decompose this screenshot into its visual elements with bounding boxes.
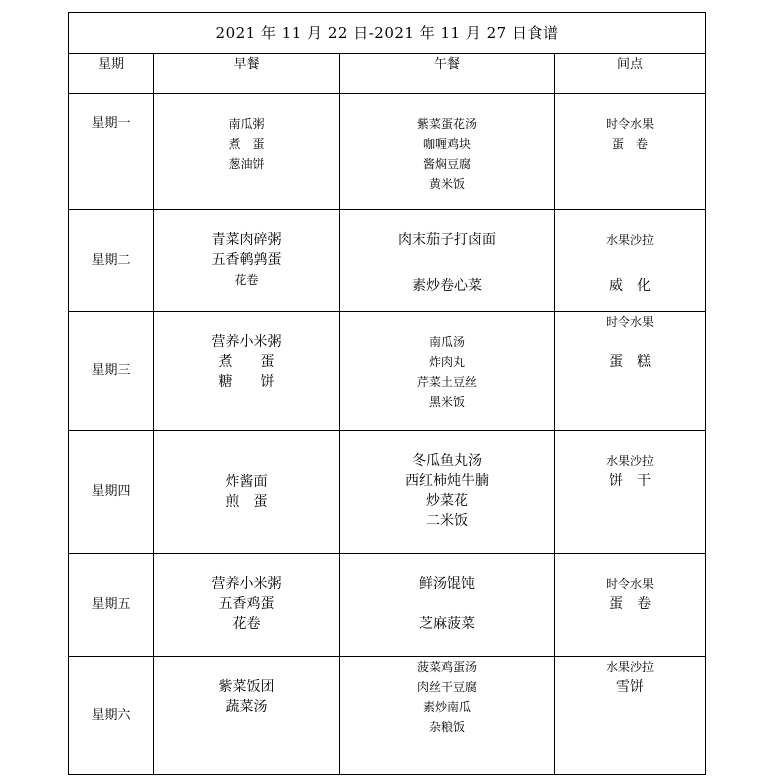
menu-item: 青菜肉碎粥 [211, 232, 282, 248]
menu-item: 花卷 [232, 616, 261, 632]
menu-item: 水果沙拉 [606, 233, 655, 247]
snack-cell [555, 657, 706, 775]
menu-item: 素炒南瓜 [422, 700, 471, 714]
table-row [69, 657, 706, 775]
menu-item: 菠菜鸡蛋汤 [416, 660, 477, 674]
menu-item: 时令水果 [606, 315, 655, 329]
breakfast-cell [154, 431, 340, 554]
menu-item: 蛋 糕 [609, 354, 651, 370]
lunch-cell [340, 94, 555, 210]
breakfast-cell [154, 554, 340, 657]
menu-item: 芹菜土豆丝 [416, 375, 477, 389]
table-row [69, 554, 706, 657]
menu-item: 五香鹌鹑蛋 [211, 252, 282, 268]
header-row [69, 54, 706, 94]
title-row [69, 13, 706, 54]
header-breakfast: 早餐 [154, 54, 340, 94]
breakfast-cell [154, 210, 340, 312]
header-snack: 间点 [555, 54, 706, 94]
day-cell: 星期二 [69, 210, 154, 312]
menu-item: 蛋 卷 [612, 137, 649, 151]
menu-item: 时令水果 [606, 117, 655, 131]
menu-item: 威 化 [609, 278, 651, 294]
snack-cell [555, 94, 706, 210]
breakfast-cell [154, 312, 340, 431]
snack-cell [555, 312, 706, 431]
table-row [69, 431, 706, 554]
breakfast-cell [154, 657, 340, 775]
table-row [69, 312, 706, 431]
menu-item: 葱油饼 [228, 157, 265, 171]
menu-item: 煮 蛋 [228, 137, 265, 151]
menu-item [555, 250, 705, 276]
menu-item: 西红柿炖牛腩 [405, 473, 489, 489]
menu-item: 黄米饭 [428, 177, 465, 191]
menu-item: 冬瓜鱼丸汤 [412, 453, 482, 469]
lunch-cell [340, 431, 555, 554]
menu-item: 肉丝干豆腐 [416, 680, 477, 694]
menu-item: 水果沙拉 [606, 660, 655, 674]
menu-item: 水果沙拉 [606, 454, 655, 468]
header-lunch: 午餐 [340, 54, 555, 94]
lunch-cell [340, 554, 555, 657]
menu-item: 紫菜蛋花汤 [416, 117, 477, 131]
menu-item: 紫菜饭团 [218, 679, 275, 695]
menu-item: 南瓜汤 [428, 335, 465, 349]
day-cell: 星期四 [69, 431, 154, 554]
menu-item: 煮 蛋 [218, 354, 275, 370]
menu-item: 咖喱鸡块 [422, 137, 471, 151]
lunch-cell [340, 312, 555, 431]
menu-title: 2021 年 11 月 22 日-2021 年 11 月 27 日食谱 [69, 13, 706, 54]
menu-item [555, 332, 705, 352]
menu-item: 营养小米粥 [211, 334, 282, 350]
menu-item: 营养小米粥 [211, 576, 282, 592]
menu-item: 黑米饭 [428, 395, 465, 409]
table-row [69, 210, 706, 312]
menu-item: 鲜汤馄饨 [419, 576, 475, 592]
menu-item: 炸酱面 [225, 474, 268, 490]
menu-item: 雪饼 [616, 679, 644, 695]
menu-item: 杂粮饭 [428, 720, 465, 734]
menu-item: 饼 干 [609, 473, 651, 489]
lunch-cell [340, 210, 555, 312]
snack-cell [555, 210, 706, 312]
menu-item: 五香鸡蛋 [218, 596, 275, 612]
header-day: 星期 [69, 54, 154, 94]
menu-item: 炸肉丸 [428, 355, 465, 369]
menu-item: 素炒卷心菜 [412, 278, 482, 294]
menu-item: 时令水果 [606, 577, 655, 591]
snack-cell [555, 431, 706, 554]
menu-item: 肉末茄子打卤面 [398, 232, 496, 248]
lunch-cell [340, 657, 555, 775]
table-row [69, 94, 706, 210]
menu-item [340, 594, 554, 614]
day-cell: 星期三 [69, 312, 154, 431]
menu-item: 芝麻菠菜 [419, 616, 475, 632]
menu-item: 酱焖豆腐 [422, 157, 471, 171]
menu-item: 糖 饼 [218, 374, 275, 390]
day-cell: 星期五 [69, 554, 154, 657]
menu-item: 花卷 [234, 273, 259, 287]
menu-item: 蛋 卷 [609, 596, 651, 612]
day-cell: 星期一 [69, 94, 154, 210]
menu-item: 南瓜粥 [228, 117, 265, 131]
day-cell: 星期六 [69, 657, 154, 775]
menu-item: 蔬菜汤 [225, 699, 268, 715]
breakfast-cell [154, 94, 340, 210]
menu-table [68, 12, 706, 775]
snack-cell [555, 554, 706, 657]
menu-item: 煎 蛋 [225, 494, 268, 510]
menu-item: 二米饭 [426, 513, 468, 529]
menu-item [340, 250, 554, 276]
menu-item: 炒菜花 [426, 493, 468, 509]
